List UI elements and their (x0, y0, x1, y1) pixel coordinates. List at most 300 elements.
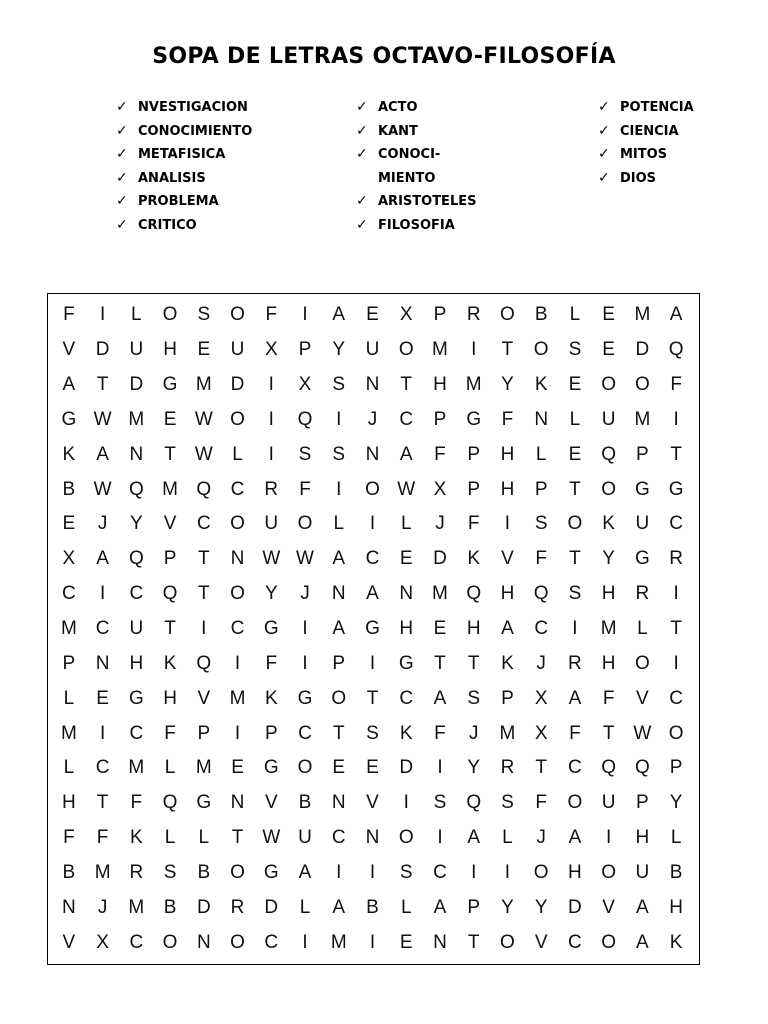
grid-cell[interactable]: Y (602, 548, 615, 570)
grid-cell[interactable]: C (230, 617, 245, 639)
grid-cell[interactable]: I (302, 304, 308, 326)
grid-cell[interactable]: X (534, 687, 548, 709)
grid-cell[interactable]: F (63, 827, 75, 849)
grid-cell[interactable]: A (332, 304, 346, 326)
grid-cell[interactable]: I (504, 861, 511, 883)
grid-cell[interactable]: C (129, 931, 144, 953)
grid-cell[interactable]: M (465, 374, 482, 396)
grid-cell[interactable]: T (501, 339, 514, 361)
grid-cell[interactable]: P (264, 722, 278, 744)
grid-cell[interactable]: B (163, 896, 177, 918)
grid-cell[interactable]: A (366, 583, 379, 605)
grid-cell[interactable]: Q (601, 757, 617, 779)
grid-cell[interactable]: C (365, 548, 380, 570)
grid-cell[interactable]: F (434, 443, 446, 465)
grid-cell[interactable]: C (399, 408, 414, 430)
grid-cell[interactable]: K (399, 722, 413, 744)
grid-cell[interactable]: S (568, 583, 582, 605)
grid-cell[interactable]: B (62, 478, 76, 500)
grid-cell[interactable]: N (399, 583, 414, 605)
grid-cell[interactable]: J (367, 408, 378, 430)
grid-cell[interactable]: A (298, 861, 312, 883)
grid-cell[interactable]: Q (466, 583, 482, 605)
grid-cell[interactable]: P (332, 652, 346, 674)
grid-cell[interactable]: J (536, 652, 546, 674)
grid-cell[interactable]: M (60, 617, 77, 639)
grid-cell[interactable]: D (433, 548, 447, 570)
grid-cell[interactable]: N (433, 931, 447, 953)
grid-cell[interactable]: V (62, 931, 76, 953)
grid-cell[interactable]: Y (501, 896, 514, 918)
grid-cell[interactable]: S (298, 443, 312, 465)
grid-cell[interactable]: F (164, 722, 176, 744)
grid-cell[interactable]: I (268, 374, 274, 396)
grid-cell[interactable]: E (231, 757, 244, 779)
grid-cell[interactable]: G (263, 617, 279, 639)
grid-cell[interactable]: A (568, 827, 582, 849)
grid-cell[interactable]: X (264, 339, 278, 361)
grid-cell[interactable]: N (196, 931, 211, 953)
grid-cell[interactable]: E (602, 339, 615, 361)
grid-cell[interactable]: H (500, 478, 515, 500)
grid-cell[interactable]: N (331, 583, 346, 605)
grid-cell[interactable]: O (634, 374, 650, 396)
grid-cell[interactable]: S (332, 374, 346, 396)
grid-cell[interactable]: J (468, 722, 479, 744)
grid-cell[interactable]: E (399, 548, 413, 570)
grid-cell[interactable]: E (602, 304, 615, 326)
grid-cell[interactable]: N (62, 896, 76, 918)
grid-cell[interactable]: I (234, 652, 241, 674)
grid-cell[interactable]: O (533, 861, 549, 883)
grid-cell[interactable]: T (569, 548, 581, 570)
grid-cell[interactable]: O (365, 478, 380, 500)
grid-cell[interactable]: R (264, 478, 279, 500)
grid-cell[interactable]: T (467, 652, 480, 674)
grid-cell[interactable]: Y (669, 792, 683, 814)
grid-cell[interactable]: S (399, 861, 413, 883)
grid-cell[interactable]: K (129, 827, 143, 849)
grid-cell[interactable]: O (230, 583, 245, 605)
grid-cell[interactable]: Q (533, 583, 549, 605)
grid-cell[interactable]: R (500, 757, 515, 779)
grid-cell[interactable]: I (99, 583, 106, 605)
grid-cell[interactable]: O (500, 931, 515, 953)
grid-cell[interactable]: F (265, 304, 278, 326)
grid-cell[interactable]: K (602, 513, 615, 535)
grid-cell[interactable]: I (99, 304, 106, 326)
grid-cell[interactable]: H (568, 861, 582, 883)
grid-cell[interactable]: E (366, 757, 379, 779)
grid-cell[interactable]: A (433, 896, 447, 918)
grid-cell[interactable]: V (197, 687, 211, 709)
grid-cell[interactable]: P (636, 792, 649, 814)
grid-cell[interactable]: F (130, 792, 143, 814)
grid-cell[interactable]: B (62, 861, 76, 883)
grid-cell[interactable]: M (195, 757, 212, 779)
grid-cell[interactable]: H (601, 583, 616, 605)
grid-cell[interactable]: L (400, 513, 412, 535)
grid-cell[interactable]: P (501, 687, 514, 709)
grid-cell[interactable]: D (399, 757, 414, 779)
grid-cell[interactable]: Q (162, 792, 178, 814)
grid-cell[interactable]: O (162, 304, 178, 326)
grid-cell[interactable]: L (502, 827, 513, 849)
grid-cell[interactable]: B (669, 861, 683, 883)
grid-cell[interactable]: C (534, 617, 549, 639)
grid-cell[interactable]: C (298, 722, 312, 744)
grid-cell[interactable]: A (669, 304, 683, 326)
grid-cell[interactable]: M (94, 861, 111, 883)
grid-cell[interactable]: Q (128, 478, 144, 500)
grid-cell[interactable]: L (63, 757, 75, 779)
grid-cell[interactable]: B (298, 792, 312, 814)
grid-cell[interactable]: H (399, 617, 414, 639)
grid-cell[interactable]: H (62, 792, 76, 814)
grid-cell[interactable]: T (231, 827, 244, 849)
grid-cell[interactable]: E (197, 339, 211, 361)
grid-cell[interactable]: I (369, 861, 376, 883)
grid-cell[interactable]: E (332, 757, 346, 779)
grid-cell[interactable]: Q (162, 583, 178, 605)
grid-cell[interactable]: Y (129, 513, 143, 535)
grid-cell[interactable]: O (533, 339, 549, 361)
grid-cell[interactable]: F (501, 408, 514, 430)
grid-cell[interactable]: V (501, 548, 514, 570)
grid-cell[interactable]: R (635, 583, 650, 605)
grid-cell[interactable]: I (369, 931, 376, 953)
grid-cell[interactable]: D (129, 374, 144, 396)
grid-cell[interactable]: T (535, 757, 547, 779)
grid-cell[interactable]: V (602, 896, 615, 918)
grid-cell[interactable]: G (634, 478, 650, 500)
grid-cell[interactable]: P (62, 652, 76, 674)
grid-cell[interactable]: O (601, 931, 617, 953)
grid-cell[interactable]: M (128, 896, 145, 918)
grid-cell[interactable]: T (198, 583, 210, 605)
grid-cell[interactable]: N (365, 443, 380, 465)
grid-cell[interactable]: O (398, 339, 414, 361)
grid-cell[interactable]: T (400, 374, 413, 396)
grid-cell[interactable]: L (569, 304, 581, 326)
grid-cell[interactable]: O (634, 652, 650, 674)
grid-cell[interactable]: W (262, 827, 281, 849)
grid-cell[interactable]: M (600, 617, 617, 639)
grid-cell[interactable]: O (567, 792, 583, 814)
grid-cell[interactable]: I (437, 757, 443, 779)
grid-cell[interactable]: C (196, 513, 211, 535)
grid-cell[interactable]: T (434, 652, 446, 674)
grid-cell[interactable]: M (634, 304, 651, 326)
grid-cell[interactable]: V (534, 931, 548, 953)
grid-cell[interactable]: X (298, 374, 312, 396)
grid-cell[interactable]: U (601, 408, 616, 430)
grid-cell[interactable]: T (198, 548, 210, 570)
grid-cell[interactable]: G (634, 548, 650, 570)
grid-cell[interactable]: D (95, 339, 110, 361)
grid-cell[interactable]: G (263, 861, 279, 883)
grid-cell[interactable]: O (230, 513, 245, 535)
grid-cell[interactable]: G (668, 478, 684, 500)
grid-cell[interactable]: W (262, 548, 281, 570)
grid-cell[interactable]: A (501, 617, 514, 639)
grid-cell[interactable]: H (635, 827, 650, 849)
grid-cell[interactable]: S (501, 792, 514, 814)
grid-cell[interactable]: I (471, 339, 477, 361)
grid-cell[interactable]: K (534, 374, 548, 396)
grid-cell[interactable]: C (669, 687, 683, 709)
grid-cell[interactable]: C (230, 478, 245, 500)
grid-cell[interactable]: H (129, 652, 144, 674)
grid-cell[interactable]: K (163, 652, 177, 674)
grid-cell[interactable]: I (673, 583, 679, 605)
grid-cell[interactable]: H (433, 374, 447, 396)
grid-cell[interactable]: C (129, 722, 144, 744)
grid-cell[interactable]: L (131, 304, 142, 326)
grid-cell[interactable]: G (61, 408, 77, 430)
grid-cell[interactable]: R (466, 304, 481, 326)
grid-cell[interactable]: N (365, 827, 380, 849)
grid-cell[interactable]: I (369, 652, 376, 674)
grid-cell[interactable]: P (669, 757, 683, 779)
grid-cell[interactable]: D (264, 896, 279, 918)
grid-cell[interactable]: R (568, 652, 582, 674)
grid-cell[interactable]: W (397, 478, 416, 500)
grid-cell[interactable]: C (568, 931, 582, 953)
grid-cell[interactable]: L (333, 513, 345, 535)
grid-cell[interactable]: S (467, 687, 481, 709)
grid-cell[interactable]: M (499, 722, 516, 744)
grid-cell[interactable]: K (62, 443, 76, 465)
grid-cell[interactable]: B (366, 896, 379, 918)
grid-cell[interactable]: M (195, 374, 212, 396)
grid-cell[interactable]: N (129, 443, 144, 465)
grid-cell[interactable]: F (467, 513, 480, 535)
grid-cell[interactable]: L (232, 443, 243, 465)
grid-cell[interactable]: U (635, 513, 650, 535)
grid-cell[interactable]: P (163, 548, 177, 570)
grid-cell[interactable]: L (164, 757, 176, 779)
grid-cell[interactable]: C (669, 513, 683, 535)
grid-cell[interactable]: O (230, 861, 245, 883)
grid-cell[interactable]: K (669, 931, 683, 953)
grid-cell[interactable]: E (433, 617, 447, 639)
grid-cell[interactable]: I (673, 408, 679, 430)
grid-cell[interactable]: U (298, 827, 312, 849)
grid-cell[interactable]: J (97, 513, 108, 535)
grid-cell[interactable]: I (302, 617, 308, 639)
grid-cell[interactable]: E (568, 443, 582, 465)
grid-cell[interactable]: O (601, 374, 617, 396)
grid-cell[interactable]: U (601, 792, 616, 814)
grid-cell[interactable]: U (129, 339, 144, 361)
grid-cell[interactable]: Q (297, 408, 313, 430)
grid-cell[interactable]: G (365, 617, 380, 639)
grid-cell[interactable]: W (93, 478, 112, 500)
grid-cell[interactable]: N (230, 792, 245, 814)
grid-cell[interactable]: D (196, 896, 211, 918)
grid-cell[interactable]: A (62, 374, 76, 396)
grid-cell[interactable]: P (433, 408, 447, 430)
grid-cell[interactable]: F (299, 478, 311, 500)
grid-cell[interactable]: K (467, 548, 481, 570)
grid-cell[interactable]: T (164, 443, 176, 465)
grid-cell[interactable]: S (534, 513, 548, 535)
grid-cell[interactable]: W (93, 408, 112, 430)
grid-cell[interactable]: E (163, 408, 177, 430)
grid-cell[interactable]: I (234, 722, 241, 744)
grid-cell[interactable]: G (297, 687, 313, 709)
grid-cell[interactable]: L (164, 827, 176, 849)
grid-cell[interactable]: Q (634, 757, 650, 779)
grid-cell[interactable]: T (670, 617, 682, 639)
grid-cell[interactable]: I (336, 408, 342, 430)
grid-cell[interactable]: R (230, 896, 245, 918)
grid-cell[interactable]: C (568, 757, 582, 779)
grid-cell[interactable]: I (302, 931, 308, 953)
grid-cell[interactable]: G (398, 652, 414, 674)
grid-cell[interactable]: F (535, 792, 547, 814)
grid-cell[interactable]: K (264, 687, 278, 709)
grid-cell[interactable]: P (197, 722, 211, 744)
grid-cell[interactable]: C (433, 861, 447, 883)
grid-cell[interactable]: F (63, 304, 75, 326)
grid-cell[interactable]: O (297, 513, 313, 535)
grid-cell[interactable]: A (433, 687, 447, 709)
grid-cell[interactable]: E (62, 513, 76, 535)
grid-cell[interactable]: O (297, 757, 313, 779)
grid-cell[interactable]: H (466, 617, 481, 639)
grid-cell[interactable]: M (60, 722, 77, 744)
grid-cell[interactable]: H (601, 652, 616, 674)
grid-cell[interactable]: O (668, 722, 684, 744)
grid-cell[interactable]: I (336, 861, 342, 883)
grid-cell[interactable]: W (633, 722, 652, 744)
grid-cell[interactable]: L (299, 896, 311, 918)
grid-cell[interactable]: H (500, 583, 515, 605)
grid-cell[interactable]: L (569, 408, 581, 430)
grid-cell[interactable]: L (637, 617, 648, 639)
grid-cell[interactable]: U (129, 617, 144, 639)
grid-cell[interactable]: T (467, 931, 480, 953)
grid-cell[interactable]: O (500, 304, 515, 326)
grid-cell[interactable]: F (96, 827, 109, 849)
grid-cell[interactable]: Y (501, 374, 514, 396)
grid-cell[interactable]: J (435, 513, 445, 535)
grid-cell[interactable]: B (197, 861, 211, 883)
grid-cell[interactable]: S (366, 722, 379, 744)
grid-cell[interactable]: I (336, 478, 342, 500)
grid-cell[interactable]: T (164, 617, 176, 639)
grid-cell[interactable]: P (298, 339, 312, 361)
grid-cell[interactable]: H (669, 896, 683, 918)
grid-cell[interactable]: G (466, 408, 482, 430)
grid-cell[interactable]: R (669, 548, 683, 570)
grid-cell[interactable]: M (432, 339, 448, 361)
grid-cell[interactable]: A (332, 896, 346, 918)
grid-cell[interactable]: N (365, 374, 380, 396)
grid-cell[interactable]: E (366, 304, 379, 326)
grid-cell[interactable]: J (536, 827, 546, 849)
grid-cell[interactable]: S (433, 792, 447, 814)
grid-cell[interactable]: G (128, 687, 144, 709)
grid-cell[interactable]: I (673, 652, 679, 674)
grid-cell[interactable]: V (264, 792, 278, 814)
grid-cell[interactable]: F (535, 548, 547, 570)
grid-cell[interactable]: T (96, 792, 109, 814)
grid-cell[interactable]: V (636, 687, 649, 709)
grid-cell[interactable]: U (264, 513, 279, 535)
grid-cell[interactable]: H (163, 339, 177, 361)
grid-cell[interactable]: G (162, 374, 178, 396)
grid-cell[interactable]: X (534, 722, 548, 744)
grid-cell[interactable]: F (434, 722, 446, 744)
grid-cell[interactable]: C (95, 617, 110, 639)
grid-cell[interactable]: W (194, 443, 213, 465)
grid-cell[interactable]: U (230, 339, 245, 361)
grid-cell[interactable]: O (601, 478, 617, 500)
grid-cell[interactable]: P (636, 443, 649, 465)
grid-cell[interactable]: O (398, 827, 414, 849)
grid-cell[interactable]: I (268, 443, 274, 465)
grid-cell[interactable]: T (96, 374, 109, 396)
grid-cell[interactable]: I (268, 408, 274, 430)
grid-cell[interactable]: Q (196, 652, 212, 674)
grid-cell[interactable]: F (265, 652, 278, 674)
grid-cell[interactable]: A (399, 443, 413, 465)
grid-cell[interactable]: E (96, 687, 109, 709)
grid-cell[interactable]: T (670, 443, 682, 465)
grid-cell[interactable]: Y (264, 583, 278, 605)
grid-cell[interactable]: C (95, 757, 110, 779)
grid-cell[interactable]: L (535, 443, 547, 465)
grid-cell[interactable]: A (636, 896, 649, 918)
grid-cell[interactable]: P (433, 304, 447, 326)
grid-cell[interactable]: W (296, 548, 314, 570)
grid-cell[interactable]: L (198, 827, 210, 849)
grid-cell[interactable]: X (96, 931, 109, 953)
grid-cell[interactable]: Q (128, 548, 144, 570)
grid-cell[interactable]: N (230, 548, 245, 570)
grid-cell[interactable]: O (601, 861, 617, 883)
grid-cell[interactable]: E (399, 931, 413, 953)
grid-cell[interactable]: L (63, 687, 75, 709)
grid-cell[interactable]: O (230, 408, 245, 430)
grid-cell[interactable]: F (670, 374, 682, 396)
grid-cell[interactable]: O (567, 513, 583, 535)
grid-cell[interactable]: M (128, 757, 145, 779)
grid-cell[interactable]: D (635, 339, 650, 361)
grid-cell[interactable]: P (467, 478, 481, 500)
grid-cell[interactable]: A (96, 443, 109, 465)
grid-cell[interactable]: L (400, 896, 412, 918)
grid-cell[interactable]: I (504, 513, 511, 535)
grid-cell[interactable]: T (602, 722, 615, 744)
grid-cell[interactable]: M (330, 931, 347, 953)
grid-cell[interactable]: A (467, 827, 481, 849)
grid-cell[interactable]: I (99, 722, 106, 744)
grid-cell[interactable]: U (635, 861, 650, 883)
grid-cell[interactable]: M (162, 478, 178, 500)
grid-cell[interactable]: T (569, 478, 581, 500)
grid-cell[interactable]: M (634, 408, 651, 430)
grid-cell[interactable]: J (97, 896, 108, 918)
grid-cell[interactable]: M (432, 583, 448, 605)
grid-cell[interactable]: I (572, 617, 578, 639)
grid-cell[interactable]: H (500, 443, 515, 465)
grid-cell[interactable]: D (230, 374, 245, 396)
grid-cell[interactable]: X (399, 304, 413, 326)
